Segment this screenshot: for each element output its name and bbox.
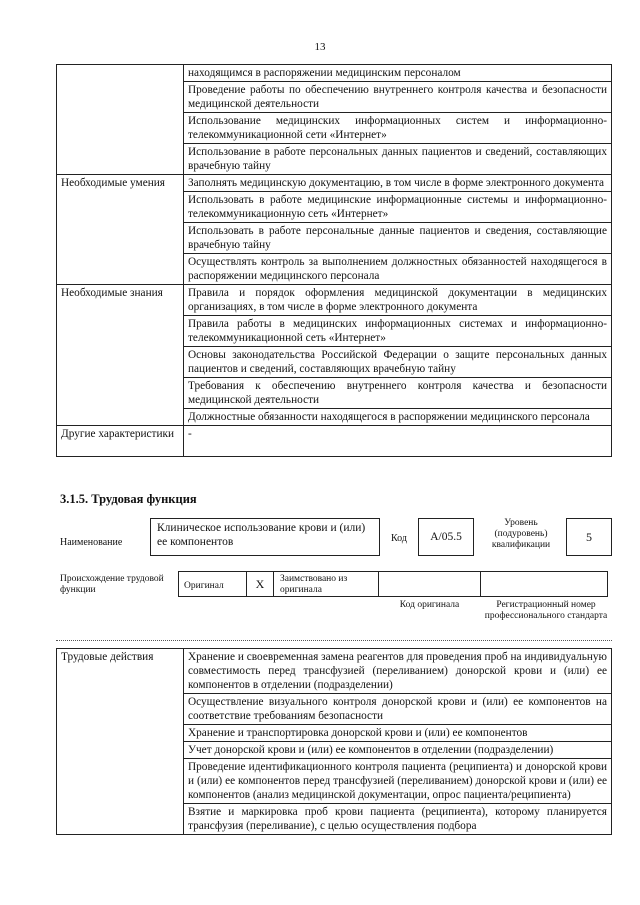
name-label: Наименование — [60, 537, 123, 548]
table-row — [57, 175, 612, 192]
table-cell: Хранение и транспортировка донорской крови и (или) ее компонентов — [184, 725, 612, 742]
original-mark: X — [246, 571, 274, 597]
table-cell: Требования к обеспечению внутреннего контроля качества и безопасности медицинской деятельности — [184, 378, 612, 409]
table-row — [57, 649, 612, 694]
row-label: Трудовые действия — [57, 649, 184, 835]
code-original-box — [378, 571, 481, 597]
table-cell: Правила и порядок оформления медицинской документации в медицинских организациях, в том числе в форме электронного документа — [184, 285, 612, 316]
function-name-box: Клиническое использование крови и (или) ее компонентов — [150, 518, 380, 556]
table-cell: Учет донорской крови и (или) ее компонентов в отделении (подразделении) — [184, 742, 612, 759]
borrowed-label: Заимствовано из оригинала — [280, 574, 348, 595]
section-title: 3.1.5. Трудовая функция — [60, 492, 197, 506]
competencies-table — [56, 64, 612, 457]
table-cell: находящимся в распоряжении медицинским персоналом — [184, 65, 612, 82]
row-label: Необходимые умения — [57, 175, 184, 285]
table-cell: Хранение и своевременная замена реагентов для проведения проб на индивидуальную совместимость перед трансфузией (переливанием) донорской крови и (или) ее компонентов в отделении (подразделении) — [184, 649, 612, 694]
table-cell: Использовать в работе персональные данные пациентов и сведения, составляющие врачебную тайну — [184, 223, 612, 254]
row-label: Необходимые знания — [57, 285, 184, 426]
table-cell: Проведение идентификационного контроля пациента (реципиента) и донорской крови и (или) ее компонентов перед трансфузией (переливанием) донорской крови и (или) ее компонентов (анализ медицинской документации, опрос пациента/реципиента) — [184, 759, 612, 804]
original-label: Оригинал — [184, 581, 224, 591]
table-cell: Правила работы в медицинских информационных системах и информационно-телекоммуникационной сеть «Интернет» — [184, 316, 612, 347]
table-cell: Должностные обязанности находящегося в распоряжении медицинского персонала — [184, 409, 612, 426]
divider — [56, 640, 612, 641]
table-cell: Основы законодательства Российской Федерации о защите персональных данных пациентов и сведений, составляющих врачебную тайну — [184, 347, 612, 378]
table-row — [57, 65, 612, 82]
level-label: Уровень (подуровень) квалификации — [491, 518, 551, 550]
table-cell: Осуществление визуального контроля донорской крови и (или) ее компонентов на соответствие требованиям безопасности — [184, 694, 612, 725]
code-label: Код — [391, 533, 407, 544]
row-label: Другие характеристики — [57, 426, 184, 457]
reg-number-label: Регистрационный номер профессионального стандарта — [484, 600, 608, 621]
table-cell: Взятие и маркировка проб крови пациента (реципиента), которому планируется трансфузия (переливание), с целью осуществления подбора — [184, 804, 612, 835]
code-box: A/05.5 — [418, 518, 474, 556]
origin-label: Происхождение трудовой функции — [60, 574, 164, 595]
table-row — [57, 285, 612, 316]
table-cell: - — [184, 426, 612, 457]
labor-actions-table — [56, 648, 612, 835]
row-label — [57, 65, 184, 175]
table-cell: Заполнять медицинскую документацию, в том числе в форме электронного документа — [184, 175, 612, 192]
level-box: 5 — [566, 518, 612, 556]
code-original-label: Код оригинала — [399, 600, 460, 610]
page-number: 13 — [314, 41, 326, 53]
table-cell: Использовать в работе медицинские информационные системы и информационно-телекоммуникационную сеть «Интернет» — [184, 192, 612, 223]
table-cell: Проведение работы по обеспечению внутреннего контроля качества и безопасности медицинской деятельности — [184, 82, 612, 113]
table-cell: Использование медицинских информационных систем и информационно-телекоммуникационной сети «Интернет» — [184, 113, 612, 144]
table-cell: Осуществлять контроль за выполнением должностных обязанностей находящегося в распоряжении медицинского персонала — [184, 254, 612, 285]
table-cell: Использование в работе персональных данных пациентов и сведений, составляющих врачебную тайну — [184, 144, 612, 175]
table-row — [57, 426, 612, 457]
